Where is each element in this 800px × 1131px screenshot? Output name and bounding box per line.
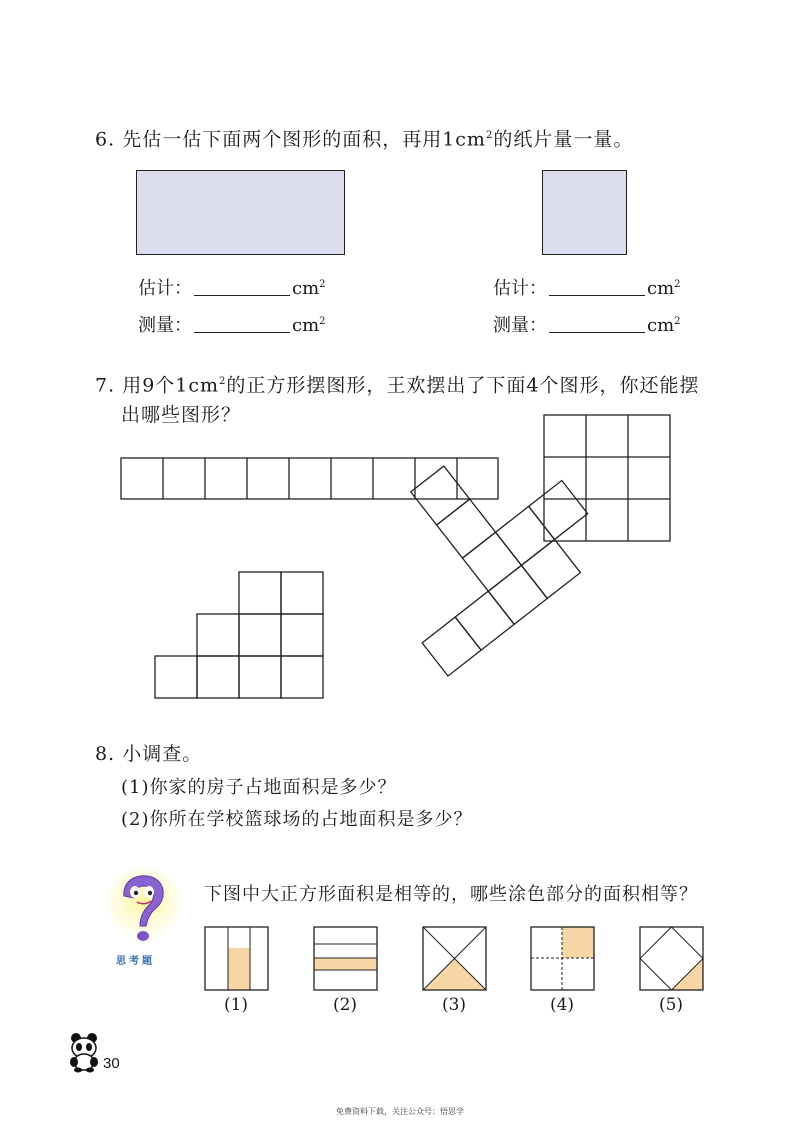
think-figure-5 [640,927,703,990]
q8-sub2: (2)你所在学校篮球场的占地面积是多少？ [121,809,473,830]
q6-sup: 2 [485,130,494,141]
q6-text-after: 的纸片量一量。 [493,128,634,151]
q7-prompt-line2: 出哪些图形？ [121,404,242,426]
measure-label: 测量： [493,315,547,336]
q6-number: 6. [95,128,116,151]
think-figure-1 [205,927,268,990]
q7-number: 7. [95,374,116,397]
think-figure-4 [531,927,594,990]
q6-text-before: 先估一估下面两个图形的面积，再用1cm [122,128,486,151]
unit-sup: 2 [674,279,681,290]
figure-label-4: (4) [549,995,575,1015]
unit-label: cm [647,315,675,336]
q8-title-text: 小调查。 [122,743,203,765]
think-figure-3 [423,927,486,990]
unit-sup: 2 [319,279,326,290]
footer-note: 免费资料下载，关注公众号：悟思学 [336,1107,464,1116]
unit-sup: 2 [674,316,681,327]
q8-number: 8. [95,743,116,765]
estimate-label: 估计： [138,278,192,299]
unit-sup: 2 [319,316,326,327]
q7-text-before: 用9个1cm [122,374,220,397]
q8-sub1: (1)你家的房子占地面积是多少？ [121,777,397,798]
unit-label: cm [292,278,320,299]
measure-label: 测量： [138,315,192,336]
estimate-label: 估计： [493,278,547,299]
unit-label: cm [647,278,675,299]
figure-label-3: (3) [441,995,467,1015]
page-number: 30 [103,1055,120,1072]
q7-text-after: 的正方形摆图形，王欢摆出了下面4个图形，你还能摆 [226,374,700,397]
panda-icon [66,1030,102,1072]
figure-label-2: (2) [332,995,358,1015]
think-badge-label: 思考题 [116,956,155,967]
figure-label-1: (1) [223,995,249,1015]
q7-sup: 2 [219,376,227,387]
think-figure-2 [314,927,377,990]
figure-label-5: (5) [658,995,684,1015]
unit-label: cm [292,315,320,336]
think-question: 下图中大正方形面积是相等的，哪些涂色部分的面积相等？ [204,884,698,905]
